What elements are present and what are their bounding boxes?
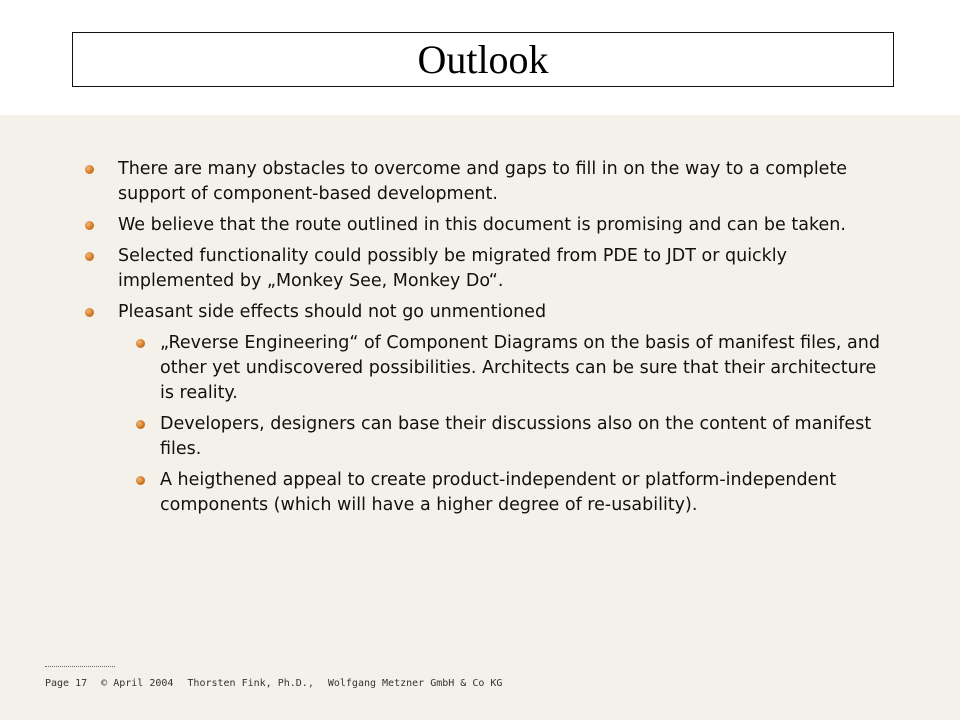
bullet-icon (85, 221, 94, 230)
bullet-item (80, 157, 880, 207)
sub-bullet-text: Developers, designers can base their discussions also on the content of manifest files. (160, 414, 872, 459)
bullet-icon (85, 165, 94, 174)
bullet-icon (85, 252, 94, 261)
footer-divider (45, 666, 115, 667)
bullet-text: There are many obstacles to overcome and gaps to fill in on the way to a complete support of component-based development. (118, 159, 848, 204)
bullet-item (80, 244, 880, 294)
sub-bullet-item (80, 468, 880, 518)
footer-copyright: © April 2004 (101, 678, 174, 689)
bullet-icon (85, 308, 94, 317)
slide-footer (45, 678, 516, 689)
slide-header (0, 0, 960, 115)
footer-author: Thorsten Fink, Ph.D., (187, 678, 314, 689)
bullet-item (80, 300, 880, 325)
bullet-icon (136, 339, 145, 348)
slide-title: Outlook (417, 36, 549, 82)
bullet-text: Selected functionality could possibly be migrated from PDE to JDT or quickly implemented by „Monkey See, Monkey Do“. (118, 246, 788, 291)
page-number: Page 17 (45, 678, 88, 689)
bullet-item (80, 213, 880, 238)
sub-bullet-item (80, 412, 880, 462)
title-box (72, 32, 894, 87)
sub-bullet-text: „Reverse Engineering“ of Component Diagrams on the basis of manifest files, and other yet undiscovered possibilities. Architects can be sure that their architecture is reality. (160, 333, 880, 403)
footer-company: Wolfgang Metzner GmbH & Co KG (327, 678, 503, 689)
bullet-text: Pleasant side effects should not go unmentioned (118, 302, 547, 322)
bullet-icon (136, 476, 145, 485)
bullet-text: We believe that the route outlined in this document is promising and can be taken. (118, 215, 846, 235)
bullet-icon (136, 420, 145, 429)
sub-bullet-item (80, 331, 880, 406)
sub-bullet-text: A heigthened appeal to create product-independent or platform-independent components (which will have a higher degree of re-usability). (160, 470, 837, 515)
slide-content (80, 157, 880, 524)
